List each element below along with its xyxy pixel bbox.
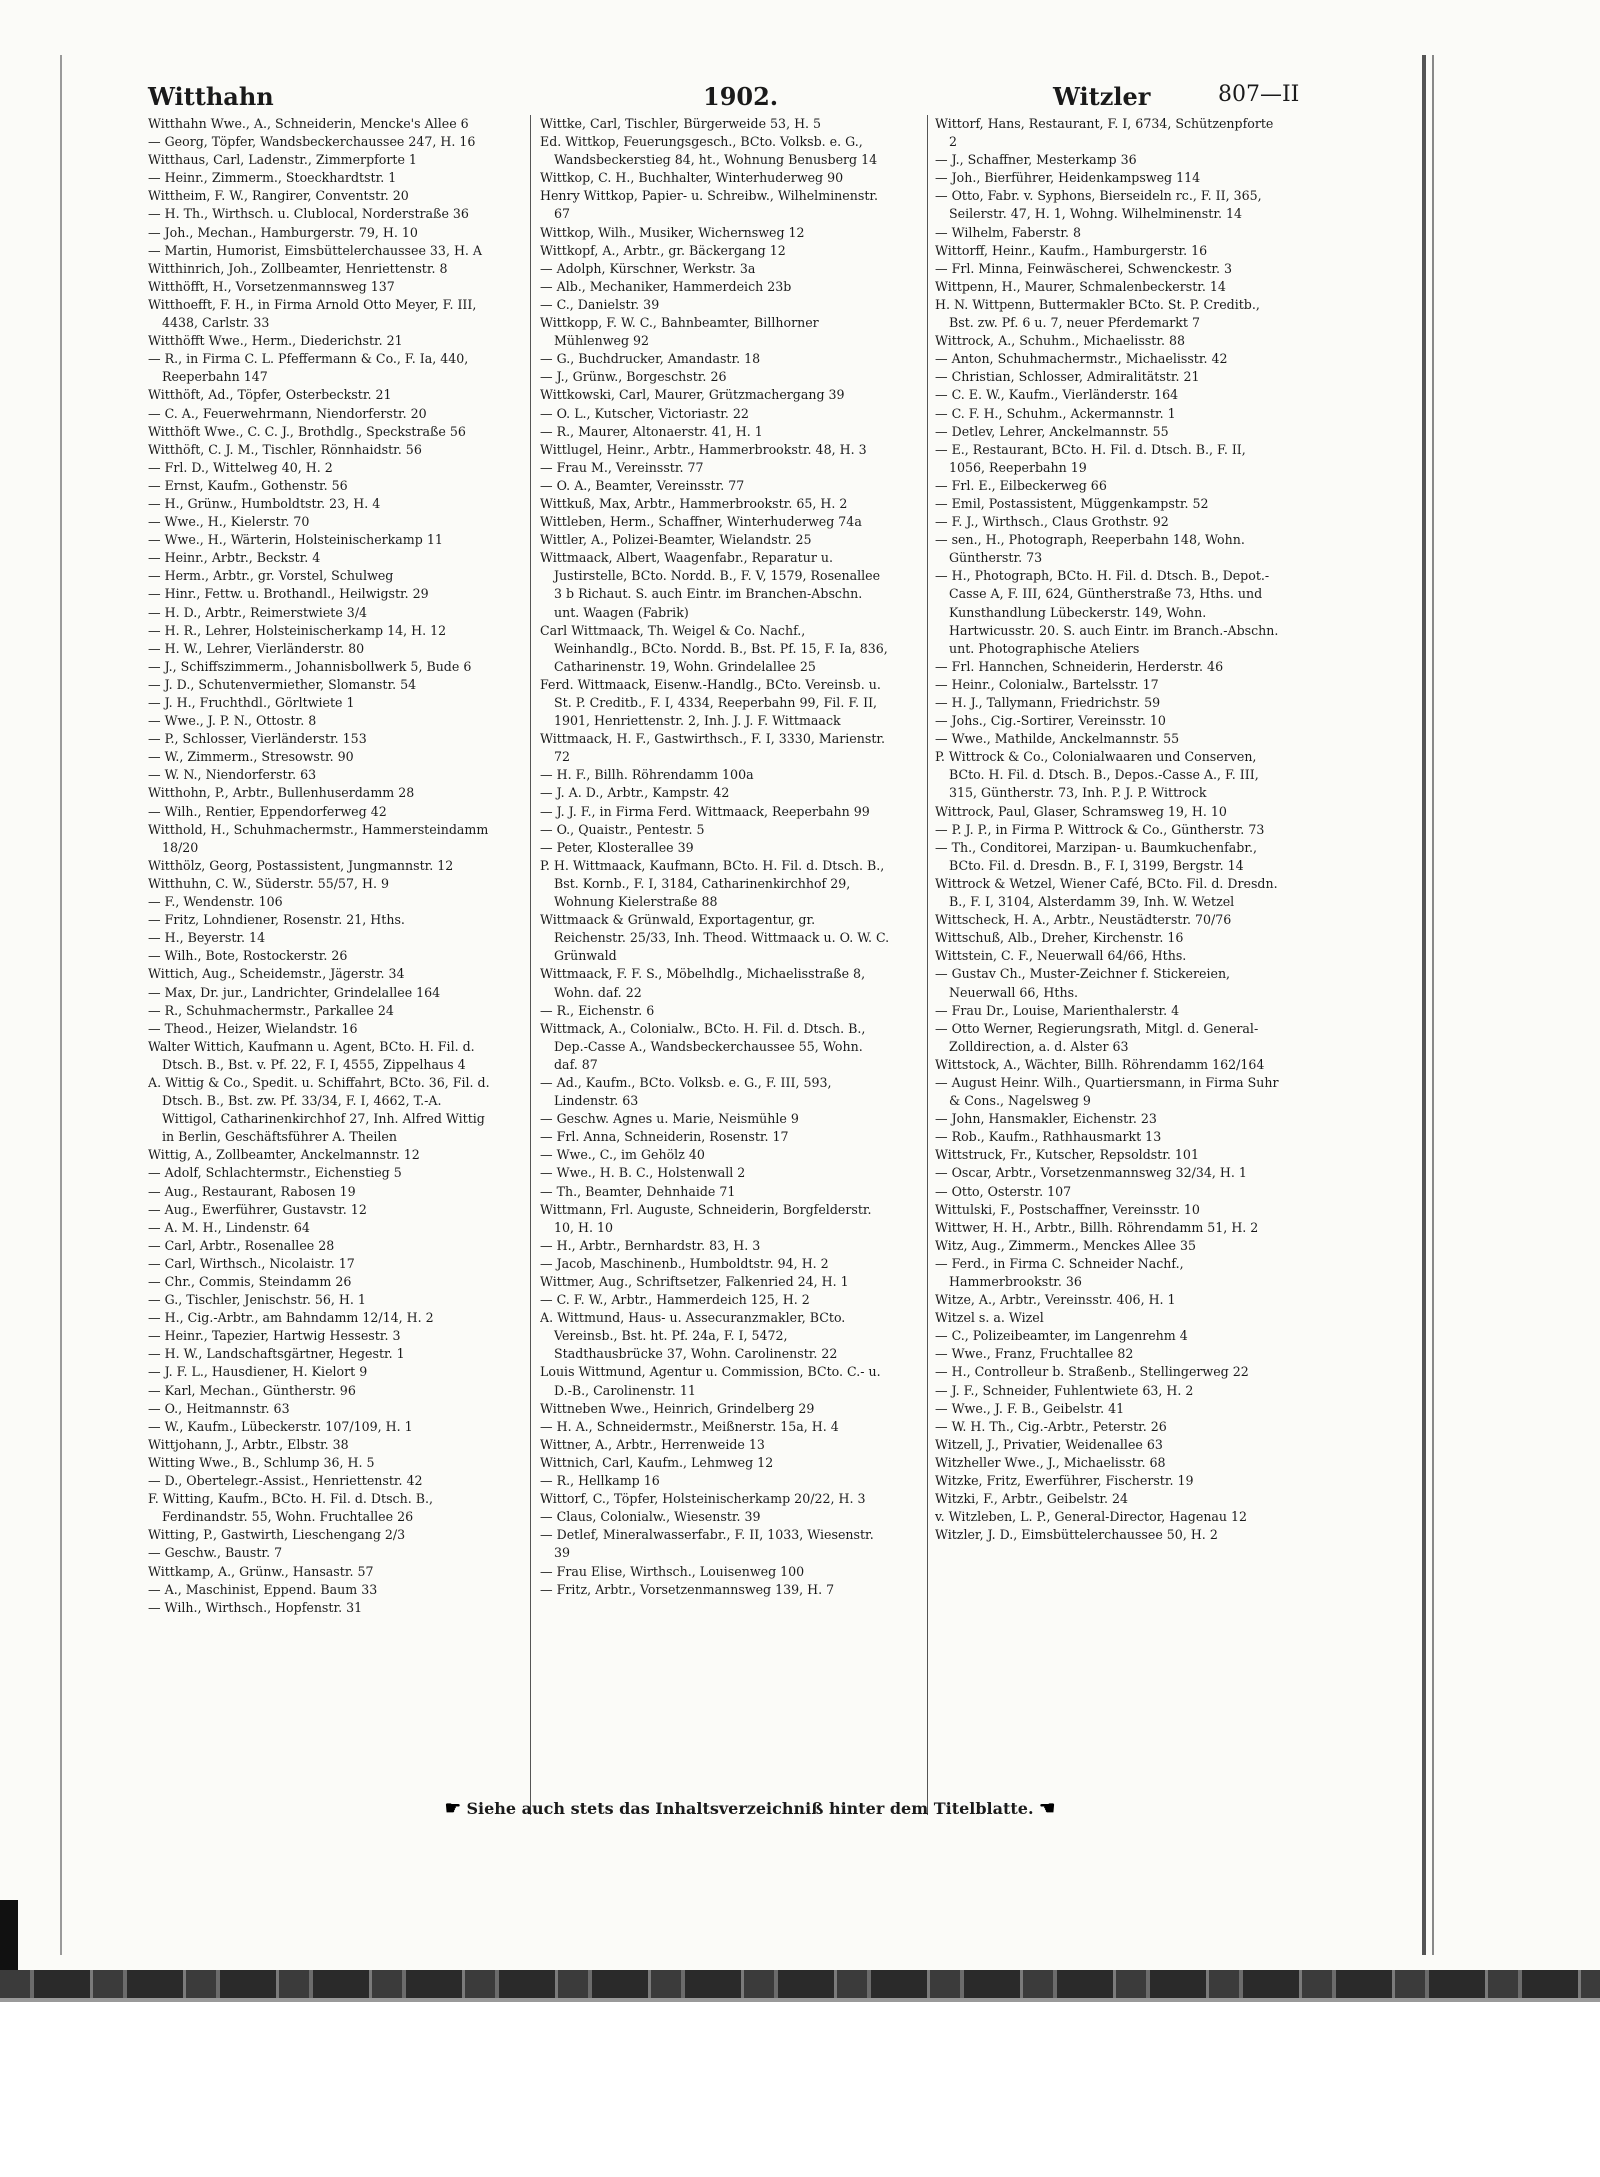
directory-entry: — J. D., Schutenvermiether, Slomanstr. 54 bbox=[148, 676, 417, 692]
directory-entry: — Karl, Mechan., Güntherstr. 96 bbox=[148, 1382, 356, 1398]
directory-entry: — Emil, Postassistent, Müggenkampstr. 52 bbox=[935, 495, 1209, 511]
directory-entry: — J. H., Fruchthdl., Görltwiete 1 bbox=[148, 695, 355, 710]
directory-entry: Witthahn Wwe., A., Schneiderin, Mencke's Allee 6 bbox=[148, 116, 469, 131]
directory-entry: Wittlugel, Heinr., Arbtr., Hammerbrookstr. 48, H. 3 bbox=[540, 441, 867, 457]
directory-entry: — Geschw., Baustr. 7 bbox=[148, 1545, 283, 1561]
directory-entry: — Jacob, Maschinenb., Humboldtstr. 94, H. 2 bbox=[540, 1255, 829, 1271]
header-left-word: Witthahn bbox=[148, 82, 274, 111]
directory-entry: Wittscheck, H. A., Arbtr., Neustädterstr. 70/76 bbox=[935, 912, 1232, 928]
directory-entry: — Carl, Wirthsch., Nicolaistr. 17 bbox=[148, 1255, 355, 1271]
directory-entry: — D., Obertelegr.-Assist., Henriettenstr. 42 bbox=[148, 1473, 423, 1489]
directory-entry: Wittpenn, H., Maurer, Schmalenbeckerstr. 14 bbox=[935, 278, 1226, 294]
directory-entry: Witthöfft Wwe., Herm., Diederichstr. 21 bbox=[148, 333, 403, 349]
directory-entry: Witthöft Wwe., C. C. J., Brothdlg., Speckstraße 56 bbox=[148, 423, 466, 439]
directory-entry: Wittheim, F. W., Rangirer, Conventstr. 20 bbox=[148, 188, 409, 204]
directory-entry: — Otto, Fabr. v. Syphons, Bierseideln rc., F. II, 365, Seilerstr. 47, H. 1, Wohng. Wilhelminenstr. 14 bbox=[935, 188, 1262, 222]
directory-entry: — Claus, Colonialw., Wiesenstr. 39 bbox=[540, 1509, 761, 1525]
directory-entry: — H., Photograph, BCto. H. Fil. d. Dtsch. B., Depot.-Casse A, F. III, 624, Güntherstraße 73, Hths. und Kunsthandlung Lübeckerstr. 149, Wohn. Hartwicusstr. 20. S. auch Eintr. im Branch.-Abschn. unt. Photographische Ateliers bbox=[935, 568, 1279, 656]
directory-entry: — J. F., Schneider, Fuhlentwiete 63, H. 2 bbox=[935, 1382, 1194, 1398]
directory-entry: Wittmack, A., Colonialw., BCto. H. Fil. d. Dtsch. B., Dep.-Casse A., Wandsbeckerchaussee 55, Wohn. daf. 87 bbox=[540, 1020, 866, 1072]
directory-entry: — J. J. F., in Firma Ferd. Wittmaack, Reeperbahn 99 bbox=[540, 803, 870, 819]
directory-entry: Witthuhn, C. W., Süderstr. 55/57, H. 9 bbox=[148, 875, 390, 891]
directory-entry: Witthold, H., Schuhmachermstr., Hammersteindamm 18/20 bbox=[148, 821, 489, 855]
directory-entry: Witthölz, Georg, Postassistent, Jungmannstr. 12 bbox=[148, 857, 454, 873]
directory-entry: Wittke, Carl, Tischler, Bürgerweide 53, H. 5 bbox=[540, 116, 822, 131]
directory-entry: Wittner, A., Arbtr., Herrenweide 13 bbox=[540, 1436, 765, 1452]
running-header bbox=[148, 82, 1308, 116]
directory-entry: — H. W., Landschaftsgärtner, Hegestr. 1 bbox=[148, 1346, 405, 1362]
directory-entry: — Frl. Minna, Feinwäscherei, Schwenckestr. 3 bbox=[935, 260, 1233, 276]
directory-entry: — R., Hellkamp 16 bbox=[540, 1473, 660, 1489]
directory-entry: — Fritz, Arbtr., Vorsetzenmannsweg 139, H. 7 bbox=[540, 1581, 835, 1597]
directory-entry: Wittig, A., Zollbeamter, Anckelmannstr. 12 bbox=[148, 1147, 420, 1163]
directory-entry: — Martin, Humorist, Eimsbüttelerchaussee 33, H. A bbox=[148, 242, 483, 258]
directory-entry: — Frl. D., Wittelweg 40, H. 2 bbox=[148, 459, 333, 475]
column-divider bbox=[530, 115, 531, 1815]
directory-entry: — Wwe., J. F. B., Geibelstr. 41 bbox=[935, 1400, 1125, 1416]
directory-entry: Wittmaack, F. F. S., Möbelhdlg., Michaelisstraße 8, Wohn. daf. 22 bbox=[540, 966, 866, 1000]
directory-entry: A. Wittmund, Haus- u. Assecuranzmakler, BCto. Vereinsb., Bst. ht. Pf. 24a, F. I, 5472, Stadthausbrücke 37, Wohn. Carolinenstr. 22 bbox=[540, 1310, 846, 1362]
directory-entry: Louis Wittmund, Agentur u. Commission, BCto. C.- u. D.-B., Carolinenstr. 11 bbox=[540, 1364, 881, 1398]
directory-entry: Wittkop, Wilh., Musiker, Wichernsweg 12 bbox=[540, 224, 805, 240]
directory-entry: — H., Controlleur b. Straßenb., Stellingerweg 22 bbox=[935, 1364, 1249, 1380]
directory-entry: — O. L., Kutscher, Victoriastr. 22 bbox=[540, 405, 749, 421]
directory-entry: — C. F. W., Arbtr., Hammerdeich 125, H. 2 bbox=[540, 1292, 810, 1308]
directory-entry: Wittmaack, H. F., Gastwirthsch., F. I, 3330, Marienstr. 72 bbox=[540, 731, 886, 765]
directory-entry: — Ferd., in Firma C. Schneider Nachf., Hammerbrookstr. 36 bbox=[935, 1255, 1184, 1289]
directory-entry: Wittstruck, Fr., Kutscher, Repsoldstr. 101 bbox=[935, 1147, 1199, 1163]
directory-entry: Witthöfft, H., Vorsetzenmannsweg 137 bbox=[148, 278, 395, 294]
directory-entry: — Frau M., Vereinsstr. 77 bbox=[540, 459, 704, 475]
directory-entry: — Heinr., Colonialw., Bartelsstr. 17 bbox=[935, 676, 1159, 692]
directory-entry: — Wilh., Rentier, Eppendorferweg 42 bbox=[148, 803, 387, 819]
directory-entry: — sen., H., Photograph, Reeperbahn 148, Wohn. Güntherstr. 73 bbox=[935, 532, 1245, 566]
directory-entry: Witzell, J., Privatier, Weidenallee 63 bbox=[935, 1436, 1163, 1452]
directory-entry: — C. F. H., Schuhm., Ackermannstr. 1 bbox=[935, 405, 1176, 421]
directory-entry: — R., in Firma C. L. Pfeffermann & Co., F. Ia, 440, Reeperbahn 147 bbox=[148, 351, 469, 385]
directory-entry: Witthöft, Ad., Töpfer, Osterbeckstr. 21 bbox=[148, 387, 392, 403]
directory-entry: Wittstein, C. F., Neuerwall 64/66, Hths. bbox=[935, 948, 1187, 964]
scanner-bottom-band bbox=[0, 1970, 1600, 1998]
directory-entry: — Frau Dr., Louise, Marienthalerstr. 4 bbox=[935, 1002, 1180, 1018]
directory-entry: — Wwe., C., im Gehölz 40 bbox=[540, 1147, 705, 1163]
directory-entry: — Wwe., Mathilde, Anckelmannstr. 55 bbox=[935, 731, 1180, 747]
directory-entry: — Oscar, Arbtr., Vorsetzenmannsweg 32/34, H. 1 bbox=[935, 1165, 1247, 1181]
directory-entry: — H. J., Tallymann, Friedrichstr. 59 bbox=[935, 695, 1161, 710]
directory-entry: — Georg, Töpfer, Wandsbeckerchaussee 247, H. 16 bbox=[148, 134, 476, 150]
directory-entry: — J., Schiffszimmerm., Johannisbollwerk 5, Bude 6 bbox=[148, 658, 472, 674]
directory-entry: Wittneben Wwe., Heinrich, Grindelberg 29 bbox=[540, 1400, 815, 1416]
directory-entry: — Johs., Cig.-Sortirer, Vereinsstr. 10 bbox=[935, 713, 1166, 729]
directory-entry: — Carl, Arbtr., Rosenallee 28 bbox=[148, 1237, 335, 1253]
directory-entry: — Fritz, Lohndiener, Rosenstr. 21, Hths. bbox=[148, 912, 405, 928]
directory-entry: — C. A., Feuerwehrmann, Niendorferstr. 20 bbox=[148, 405, 427, 421]
directory-entry: — Frau Elise, Wirthsch., Louisenweg 100 bbox=[540, 1563, 805, 1579]
footer-note-text: Siehe auch stets das Inhaltsverzeichniß hinter dem Titelblatte. bbox=[466, 1799, 1034, 1818]
directory-entry: v. Witzleben, L. P., General-Director, Hagenau 12 bbox=[935, 1509, 1248, 1525]
directory-entry: Witzheller Wwe., J., Michaelisstr. 68 bbox=[935, 1454, 1166, 1470]
directory-entry: — Heinr., Zimmerm., Stoeckhardtstr. 1 bbox=[148, 170, 397, 186]
directory-entry: Wittkop, C. H., Buchhalter, Winterhuderweg 90 bbox=[540, 170, 844, 186]
page-right-edge bbox=[1422, 55, 1426, 1955]
pointing-hand-icon: ☛ bbox=[444, 1798, 461, 1819]
directory-entry: — Hinr., Fettw. u. Brothandl., Heilwigstr. 29 bbox=[148, 586, 429, 602]
directory-entry: Wittrock, Paul, Glaser, Schramsweg 19, H. 10 bbox=[935, 803, 1227, 819]
directory-entry: — C., Polizeibeamter, im Langenrehm 4 bbox=[935, 1328, 1188, 1344]
directory-entry: — H. W., Lehrer, Vierländerstr. 80 bbox=[148, 640, 365, 656]
directory-entry: — J., Schaffner, Mesterkamp 36 bbox=[935, 152, 1137, 168]
directory-entry: — H. A., Schneidermstr., Meißnerstr. 15a, H. 4 bbox=[540, 1418, 839, 1434]
directory-entry: A. Wittig & Co., Spedit. u. Schiffahrt, BCto. 36, Fil. d. Dtsch. B., Bst. zw. Pf. 33/34, F. I, 4662, T.-A. Wittigol, Catharinenkirchhof 27, Inh. Alfred Wittig in Berlin, Geschäftsführer A. Theilen bbox=[148, 1074, 490, 1145]
directory-entry: Witthohn, P., Arbtr., Bullenhuserdamm 28 bbox=[148, 785, 415, 801]
directory-entry: Witthinrich, Joh., Zollbeamter, Henriettenstr. 8 bbox=[148, 260, 448, 276]
directory-entry: — Christian, Schlosser, Admiralitätstr. 21 bbox=[935, 369, 1200, 385]
directory-entry: — P. J. P., in Firma P. Wittrock & Co., Güntherstr. 73 bbox=[935, 821, 1265, 837]
directory-entry: Carl Wittmaack, Th. Weigel & Co. Nachf., Weinhandlg., BCto. Nordd. B., Bst. Pf. 15, F. Ia, 836, Catharinenstr. 19, Wohn. Grindelallee 25 bbox=[540, 622, 888, 674]
directory-entry: Ed. Wittkop, Feuerungsgesch., BCto. Volksb. e. G., Wandsbeckerstieg 84, ht., Wohnung Benusberg 14 bbox=[540, 134, 878, 168]
directory-entry: — G., Tischler, Jenischstr. 56, H. 1 bbox=[148, 1292, 366, 1308]
directory-entry: Wittnich, Carl, Kaufm., Lehmweg 12 bbox=[540, 1454, 774, 1470]
pointing-hand-icon: ☚ bbox=[1039, 1798, 1056, 1819]
directory-entry: — A. M. H., Lindenstr. 64 bbox=[148, 1219, 310, 1235]
directory-entry: Witthoefft, F. H., in Firma Arnold Otto Meyer, F. III, 4438, Carlstr. 33 bbox=[148, 296, 477, 331]
directory-entry: — Wwe., J. P. N., Ottostr. 8 bbox=[148, 713, 317, 729]
directory-entry: — J., Grünw., Borgeschstr. 26 bbox=[540, 369, 727, 385]
page-left-edge bbox=[60, 55, 62, 1955]
directory-entry: Wittstock, A., Wächter, Billh. Röhrendamm 162/164 bbox=[935, 1056, 1265, 1072]
directory-entry: — Wwe., H. B. C., Holstenwall 2 bbox=[540, 1165, 746, 1181]
directory-entry: Wittschuß, Alb., Dreher, Kirchenstr. 16 bbox=[935, 930, 1184, 946]
directory-entry: Wittorf, C., Töpfer, Holsteinischerkamp 20/22, H. 3 bbox=[540, 1491, 866, 1507]
directory-entry: — Frl. Anna, Schneiderin, Rosenstr. 17 bbox=[540, 1129, 789, 1145]
directory-entry: Witting Wwe., B., Schlump 36, H. 5 bbox=[148, 1454, 375, 1470]
directory-column-2 bbox=[540, 115, 890, 1775]
directory-entry: — C. E. W., Kaufm., Vierländerstr. 164 bbox=[935, 387, 1179, 403]
directory-entry: Wittkopf, A., Arbtr., gr. Bäckergang 12 bbox=[540, 242, 786, 258]
directory-entry: Witzke, Fritz, Ewerführer, Fischerstr. 19 bbox=[935, 1473, 1194, 1489]
directory-entry: — J. A. D., Arbtr., Kampstr. 42 bbox=[540, 785, 730, 801]
directory-column-3 bbox=[935, 115, 1285, 1775]
directory-entry: — O. A., Beamter, Vereinsstr. 77 bbox=[540, 477, 745, 493]
directory-entry: Wittulski, F., Postschaffner, Vereinsstr. 10 bbox=[935, 1201, 1200, 1217]
directory-entry: — Anton, Schuhmachermstr., Michaelisstr. 42 bbox=[935, 351, 1228, 367]
directory-entry: — P., Schlosser, Vierländerstr. 153 bbox=[148, 731, 367, 747]
directory-entry: Witthaus, Carl, Ladenstr., Zimmerpforte 1 bbox=[148, 152, 417, 168]
directory-entry: — J. F. L., Hausdiener, H. Kielort 9 bbox=[148, 1364, 368, 1380]
directory-entry: — Wwe., H., Wärterin, Holsteinischerkamp 11 bbox=[148, 532, 443, 548]
directory-entry: — Wilh., Wirthsch., Hopfenstr. 31 bbox=[148, 1599, 363, 1615]
directory-entry: — Th., Conditorei, Marzipan- u. Baumkuchenfabr., BCto. Fil. d. Dresdn. B., F. I, 3199, Bergstr. 14 bbox=[935, 839, 1257, 873]
directory-entry: P. Wittrock & Co., Colonialwaaren und Conserven, BCto. H. Fil. d. Dtsch. B., Depos.-Casse A., F. III, 315, Güntherstr. 73, Inh. P. J. P. Wittrock bbox=[935, 749, 1259, 801]
directory-entry: — W. H. Th., Cig.-Arbtr., Peterstr. 26 bbox=[935, 1418, 1167, 1434]
directory-entry: — Theod., Heizer, Wielandstr. 16 bbox=[148, 1020, 358, 1036]
directory-entry: — Otto Werner, Regierungsrath, Mitgl. d. General-Zolldirection, a. d. Alster 63 bbox=[935, 1020, 1259, 1054]
directory-entry: — W., Zimmerm., Stresowstr. 90 bbox=[148, 749, 354, 765]
directory-entry: — Otto, Osterstr. 107 bbox=[935, 1183, 1072, 1199]
directory-entry: — H., Beyerstr. 14 bbox=[148, 930, 266, 946]
directory-entry: Ferd. Wittmaack, Eisenw.-Handlg., BCto. Vereinsb. u. St. P. Creditb., F. I, 4334, Reeperbahn 99, Fil. F. II, 1901, Henriettenstr. 2, Inh. J. J. F. Wittmaack bbox=[540, 676, 881, 729]
directory-entry: — H., Cig.-Arbtr., am Bahndamm 12/14, H. 2 bbox=[148, 1310, 434, 1326]
directory-entry: Witzler, J. D., Eimsbüttelerchaussee 50, H. 2 bbox=[935, 1527, 1218, 1543]
directory-entry: Witthöft, C. J. M., Tischler, Rönnhaidstr. 56 bbox=[148, 441, 422, 457]
directory-entry: — Heinr., Arbtr., Beckstr. 4 bbox=[148, 550, 321, 566]
directory-entry: Wittrock & Wetzel, Wiener Café, BCto. Fil. d. Dresdn. B., F. I, 3104, Alsterdamm 39, Inh. W. Wetzel bbox=[935, 875, 1278, 910]
directory-entry: Henry Wittkop, Papier- u. Schreibw., Wilhelminenstr. 67 bbox=[540, 188, 879, 222]
directory-entry: — F., Wendenstr. 106 bbox=[148, 894, 283, 910]
column-divider bbox=[927, 115, 928, 1815]
directory-entry: — Wilhelm, Faberstr. 8 bbox=[935, 224, 1082, 240]
header-year: 1902. bbox=[703, 82, 779, 111]
directory-entry: — R., Eichenstr. 6 bbox=[540, 1002, 655, 1018]
directory-entry: — Detlev, Lehrer, Anckelmannstr. 55 bbox=[935, 423, 1169, 439]
directory-entry: — August Heinr. Wilh., Quartiersmann, in Firma Suhr & Cons., Nagelsweg 9 bbox=[935, 1074, 1279, 1109]
directory-entry: — Rob., Kaufm., Rathhausmarkt 13 bbox=[935, 1129, 1162, 1145]
directory-entry: — Frl. Hannchen, Schneiderin, Herderstr. 46 bbox=[935, 658, 1224, 674]
directory-entry: — Gustav Ch., Muster-Zeichner f. Stickereien, Neuerwall 66, Hths. bbox=[935, 966, 1231, 1000]
directory-entry: — Geschw. Agnes u. Marie, Neismühle 9 bbox=[540, 1111, 799, 1127]
directory-entry: Wittrock, A., Schuhm., Michaelisstr. 88 bbox=[935, 333, 1185, 349]
directory-entry: — Joh., Mechan., Hamburgerstr. 79, H. 10 bbox=[148, 224, 418, 240]
directory-entry: — H. D., Arbtr., Reimerstwiete 3/4 bbox=[148, 604, 368, 620]
directory-entry: — H. Th., Wirthsch. u. Clublocal, Norderstraße 36 bbox=[148, 206, 469, 222]
directory-entry: — H., Grünw., Humboldtstr. 23, H. 4 bbox=[148, 495, 381, 511]
directory-entry: Walter Wittich, Kaufmann u. Agent, BCto. H. Fil. d. Dtsch. B., Bst. v. Pf. 22, F. I, 4555, Zippelhaus 4 bbox=[148, 1038, 475, 1072]
directory-entry: P. H. Wittmaack, Kaufmann, BCto. H. Fil. d. Dtsch. B., Bst. Kornb., F. I, 3184, Catharinenkirchhof 29, Wohnung Kielerstraße 88 bbox=[540, 857, 885, 910]
directory-entry: — G., Buchdrucker, Amandastr. 18 bbox=[540, 351, 761, 367]
directory-entry: — W. N., Niendorferstr. 63 bbox=[148, 767, 317, 783]
directory-entry: — Detlef, Mineralwasserfabr., F. II, 1033, Wiesenstr. 39 bbox=[540, 1527, 874, 1561]
directory-entry: — Aug., Ewerführer, Gustavstr. 12 bbox=[148, 1201, 367, 1217]
directory-entry: — R., Schuhmachermstr., Parkallee 24 bbox=[148, 1002, 394, 1018]
directory-entry: — W., Kaufm., Lübeckerstr. 107/109, H. 1 bbox=[148, 1418, 413, 1434]
directory-entry: — Joh., Bierführer, Heidenkampsweg 114 bbox=[935, 170, 1201, 186]
directory-entry: Witzel s. a. Wizel bbox=[935, 1310, 1044, 1326]
directory-entry: Wittorf, Hans, Restaurant, F. I, 6734, Schützenpforte 2 bbox=[935, 116, 1274, 150]
directory-entry: — Alb., Mechaniker, Hammerdeich 23b bbox=[540, 278, 792, 294]
directory-entry: — H. R., Lehrer, Holsteinischerkamp 14, H. 12 bbox=[148, 622, 447, 638]
directory-entry: Wittkopp, F. W. C., Bahnbeamter, Billhorner Mühlenweg 92 bbox=[540, 315, 819, 349]
directory-entry: Wittmer, Aug., Schriftsetzer, Falkenried 24, H. 1 bbox=[540, 1274, 849, 1289]
directory-entry: — C., Danielstr. 39 bbox=[540, 296, 660, 312]
directory-entry: — Herm., Arbtr., gr. Vorstel, Schulweg bbox=[148, 568, 394, 584]
directory-entry: — E., Restaurant, BCto. H. Fil. d. Dtsch. B., F. II, 1056, Reeperbahn 19 bbox=[935, 441, 1246, 475]
directory-entry: — Wwe., Franz, Fruchtallee 82 bbox=[935, 1346, 1134, 1362]
directory-entry: — H. F., Billh. Röhrendamm 100a bbox=[540, 767, 754, 783]
directory-entry: — John, Hansmakler, Eichenstr. 23 bbox=[935, 1111, 1157, 1127]
directory-entry: — Adolf, Schlachtermstr., Eichenstieg 5 bbox=[148, 1165, 402, 1181]
directory-entry: — Heinr., Tapezier, Hartwig Hessestr. 3 bbox=[148, 1328, 401, 1344]
directory-entry: Witting, P., Gastwirth, Lieschengang 2/3 bbox=[148, 1527, 406, 1543]
directory-entry: Wittwer, H. H., Arbtr., Billh. Röhrendamm 51, H. 2 bbox=[935, 1219, 1259, 1235]
directory-entry: — Aug., Restaurant, Rabosen 19 bbox=[148, 1183, 356, 1199]
directory-entry: Witz, Aug., Zimmerm., Menckes Allee 35 bbox=[935, 1237, 1196, 1253]
directory-entry: — Wwe., H., Kielerstr. 70 bbox=[148, 514, 310, 530]
directory-entry: — A., Maschinist, Eppend. Baum 33 bbox=[148, 1581, 378, 1597]
directory-entry: — H., Arbtr., Bernhardstr. 83, H. 3 bbox=[540, 1237, 761, 1253]
directory-entry: — Ad., Kaufm., BCto. Volksb. e. G., F. III, 593, Lindenstr. 63 bbox=[540, 1074, 832, 1109]
directory-column-1 bbox=[148, 115, 498, 1775]
page-right-edge-shadow bbox=[1432, 55, 1434, 1955]
directory-entry: — Adolph, Kürschner, Werkstr. 3a bbox=[540, 260, 756, 276]
directory-entry: — O., Quaistr., Pentestr. 5 bbox=[540, 821, 705, 837]
directory-entry: — Chr., Commis, Steindamm 26 bbox=[148, 1274, 352, 1289]
header-right-word: Witzler bbox=[1053, 82, 1151, 111]
directory-entry: — R., Maurer, Altonaerstr. 41, H. 1 bbox=[540, 423, 763, 439]
directory-entry: Wittmann, Frl. Auguste, Schneiderin, Borgfelderstr. 10, H. 10 bbox=[540, 1201, 872, 1235]
directory-entry: Wittkuß, Max, Arbtr., Hammerbrookstr. 65, H. 2 bbox=[540, 495, 848, 511]
directory-entry: — Frl. E., Eilbeckerweg 66 bbox=[935, 477, 1107, 493]
directory-entry: F. Witting, Kaufm., BCto. H. Fil. d. Dtsch. B., Ferdinandstr. 55, Wohn. Fruchtallee 26 bbox=[148, 1491, 433, 1525]
directory-entry: — Peter, Klosterallee 39 bbox=[540, 839, 694, 855]
page-number: 807—II bbox=[1218, 82, 1300, 107]
directory-entry: — F. J., Wirthsch., Claus Grothstr. 92 bbox=[935, 514, 1169, 530]
directory-entry: Witzki, F., Arbtr., Geibelstr. 24 bbox=[935, 1491, 1129, 1507]
directory-entry: — Max, Dr. jur., Landrichter, Grindelallee 164 bbox=[148, 984, 441, 1000]
directory-entry: Wittorff, Heinr., Kaufm., Hamburgerstr. 16 bbox=[935, 242, 1208, 258]
directory-entry: Witze, A., Arbtr., Vereinsstr. 406, H. 1 bbox=[935, 1292, 1176, 1308]
directory-entry: Wittmaack & Grünwald, Exportagentur, gr. Reichenstr. 25/33, Inh. Theod. Wittmaack u. O. W. C. Grünwald bbox=[540, 912, 890, 964]
directory-entry: Wittmaack, Albert, Waagenfabr., Reparatur u. Justirstelle, BCto. Nordd. B., F. V, 1579, Rosenallee 3 b Richaut. S. auch Eintr. im Branchen-Abschn. unt. Waagen (Fabrik) bbox=[540, 550, 881, 620]
directory-entry: Wittkamp, A., Grünw., Hansastr. 57 bbox=[148, 1563, 374, 1579]
directory-entry: H. N. Wittpenn, Buttermakler BCto. St. P. Creditb., Bst. zw. Pf. 6 u. 7, neuer Pferdemarkt 7 bbox=[935, 296, 1260, 331]
scanner-bottom-line bbox=[0, 1998, 1600, 2002]
directory-entry: Wittkowski, Carl, Maurer, Grützmachergang 39 bbox=[540, 387, 845, 403]
directory-entry: Wittleben, Herm., Schaffner, Winterhuderweg 74a bbox=[540, 514, 862, 530]
directory-entry: — Th., Beamter, Dehnhaide 71 bbox=[540, 1183, 736, 1199]
directory-entry: — Wilh., Bote, Rostockerstr. 26 bbox=[148, 948, 348, 964]
directory-entry: Wittler, A., Polizei-Beamter, Wielandstr. 25 bbox=[540, 532, 812, 548]
footer-note bbox=[420, 1798, 1080, 1822]
directory-entry: Wittjohann, J., Arbtr., Elbstr. 38 bbox=[148, 1436, 349, 1452]
directory-entry: Wittich, Aug., Scheidemstr., Jägerstr. 34 bbox=[148, 966, 405, 982]
directory-entry: — Ernst, Kaufm., Gothenstr. 56 bbox=[148, 477, 348, 493]
directory-entry: — O., Heitmannstr. 63 bbox=[148, 1400, 290, 1416]
